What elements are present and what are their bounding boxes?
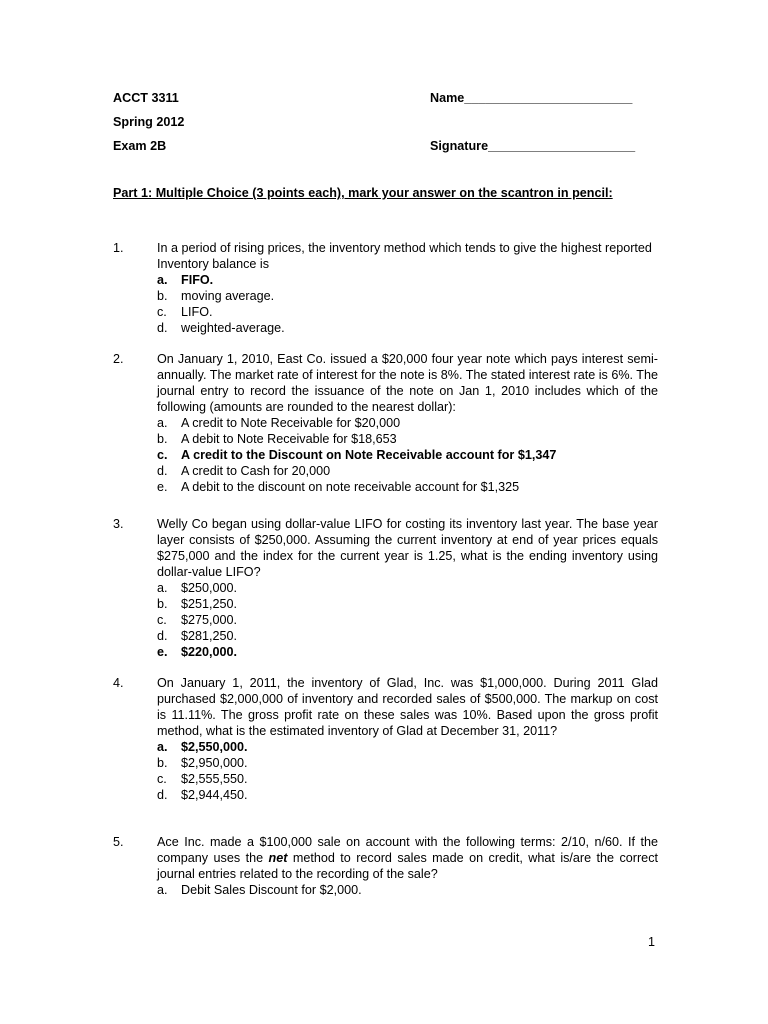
question-text: In a period of rising prices, the inventory method which tends to give the highest reported Inventory balance is [157, 241, 652, 271]
option-text: $250,000. [181, 581, 238, 595]
option-letter: b. [157, 756, 168, 770]
answer-option [157, 463, 658, 479]
answer-options [157, 882, 658, 898]
answer-option [157, 304, 658, 320]
option-letter: b. [157, 432, 168, 446]
answer-option [157, 447, 658, 463]
question-text-end: method to record sales made on credit, what is/are the correct journal entries related to the recording of the sale? [157, 851, 658, 881]
option-text: $275,000. [181, 613, 238, 627]
option-letter: e. [157, 645, 168, 659]
option-text: $251,250. [181, 597, 238, 611]
emphasis-net: net [268, 851, 288, 865]
option-text: A debit to the discount on note receivable account for $1,325 [181, 480, 520, 494]
option-text: A credit to Note Receivable for $20,000 [181, 416, 401, 430]
question-number: 1. [113, 241, 124, 255]
option-text: Debit Sales Discount for $2,000. [181, 883, 362, 897]
answer-option [157, 882, 658, 898]
option-text: A credit to the Discount on Note Receivable account for $1,347 [181, 448, 557, 462]
option-text: A debit to Note Receivable for $18,653 [181, 432, 397, 446]
answer-options [157, 580, 658, 660]
option-letter: d. [157, 629, 168, 643]
answer-option [157, 580, 658, 596]
option-letter: d. [157, 321, 168, 335]
answer-option [157, 628, 658, 644]
option-text: $2,950,000. [181, 756, 248, 770]
exam-title: Exam 2B [113, 139, 167, 153]
option-letter: c. [157, 305, 167, 319]
question-text: On January 1, 2010, East Co. issued a $20,000 four year note which pays interest semi-annually. The market rate of interest for the note is 8%. The stated interest rate is 6%. The journal entry to record the issuance of the note on Jan 1, 2010 includes which of the following (amounts are rounded to the nearest dollar): [157, 352, 658, 414]
question-text [157, 834, 658, 882]
option-text: weighted-average. [181, 321, 285, 335]
option-text: $2,944,450. [181, 788, 248, 802]
question-number: 2. [113, 352, 124, 366]
answer-option [157, 612, 658, 628]
option-letter: c. [157, 772, 167, 786]
answer-option [157, 739, 658, 755]
option-letter: d. [157, 464, 168, 478]
option-text: $220,000. [181, 645, 238, 659]
option-text: $2,550,000. [181, 740, 248, 754]
option-letter: a. [157, 273, 168, 287]
option-text: $2,555,550. [181, 772, 248, 786]
option-letter: c. [157, 613, 167, 627]
question-text-start: Ace Inc. made a $100,000 sale on account with the following terms: 2/10, n/60. If the company uses the [157, 835, 658, 865]
signature-field-label: Signature_____________________ [430, 139, 636, 153]
option-letter: a. [157, 740, 168, 754]
option-letter: b. [157, 597, 168, 611]
option-text: LIFO. [181, 305, 213, 319]
option-letter: d. [157, 788, 168, 802]
answer-option [157, 415, 658, 431]
question-text: On January 1, 2011, the inventory of Glad, Inc. was $1,000,000. During 2011 Glad purchased $2,000,000 of inventory and recorded sales of $500,000. The markup on cost is 11.11%. The gross profit rate on these sales was 10%. Based upon the gross profit method, what is the estimated inventory of Glad at December 31, 2011? [157, 676, 658, 738]
answer-option [157, 787, 658, 803]
option-text: A credit to Cash for 20,000 [181, 464, 331, 478]
answer-option [157, 771, 658, 787]
answer-option [157, 596, 658, 612]
question-number: 5. [113, 835, 124, 849]
answer-option [157, 644, 658, 660]
term: Spring 2012 [113, 115, 185, 129]
option-letter: b. [157, 289, 168, 303]
option-letter: e. [157, 480, 168, 494]
answer-option [157, 272, 658, 288]
option-letter: a. [157, 416, 168, 430]
option-text: $281,250. [181, 629, 238, 643]
page-number: 1 [648, 935, 656, 949]
answer-option [157, 479, 658, 495]
answer-options [157, 739, 658, 803]
answer-options [157, 272, 658, 336]
option-letter: c. [157, 448, 168, 462]
answer-option [157, 755, 658, 771]
answer-option [157, 288, 658, 304]
option-text: FIFO. [181, 273, 214, 287]
answer-option [157, 320, 658, 336]
option-letter: a. [157, 581, 168, 595]
question-text: Welly Co began using dollar-value LIFO for costing its inventory last year. The base year layer consists of $250,000. Assuming the current inventory at end of year prices equals $275,000 and the index for the current year is 1.25, what is the ending inventory using dollar-value LIFO? [157, 517, 658, 579]
part1-title: Part 1: Multiple Choice (3 points each), mark your answer on the scantron in pencil: [113, 186, 613, 200]
option-letter: a. [157, 883, 168, 897]
question-number: 4. [113, 676, 124, 690]
answer-options [157, 415, 658, 495]
name-field-label: Name________________________ [430, 91, 633, 105]
answer-option [157, 431, 658, 447]
question-number: 3. [113, 517, 124, 531]
option-text: moving average. [181, 289, 275, 303]
course-code: ACCT 3311 [113, 91, 179, 105]
